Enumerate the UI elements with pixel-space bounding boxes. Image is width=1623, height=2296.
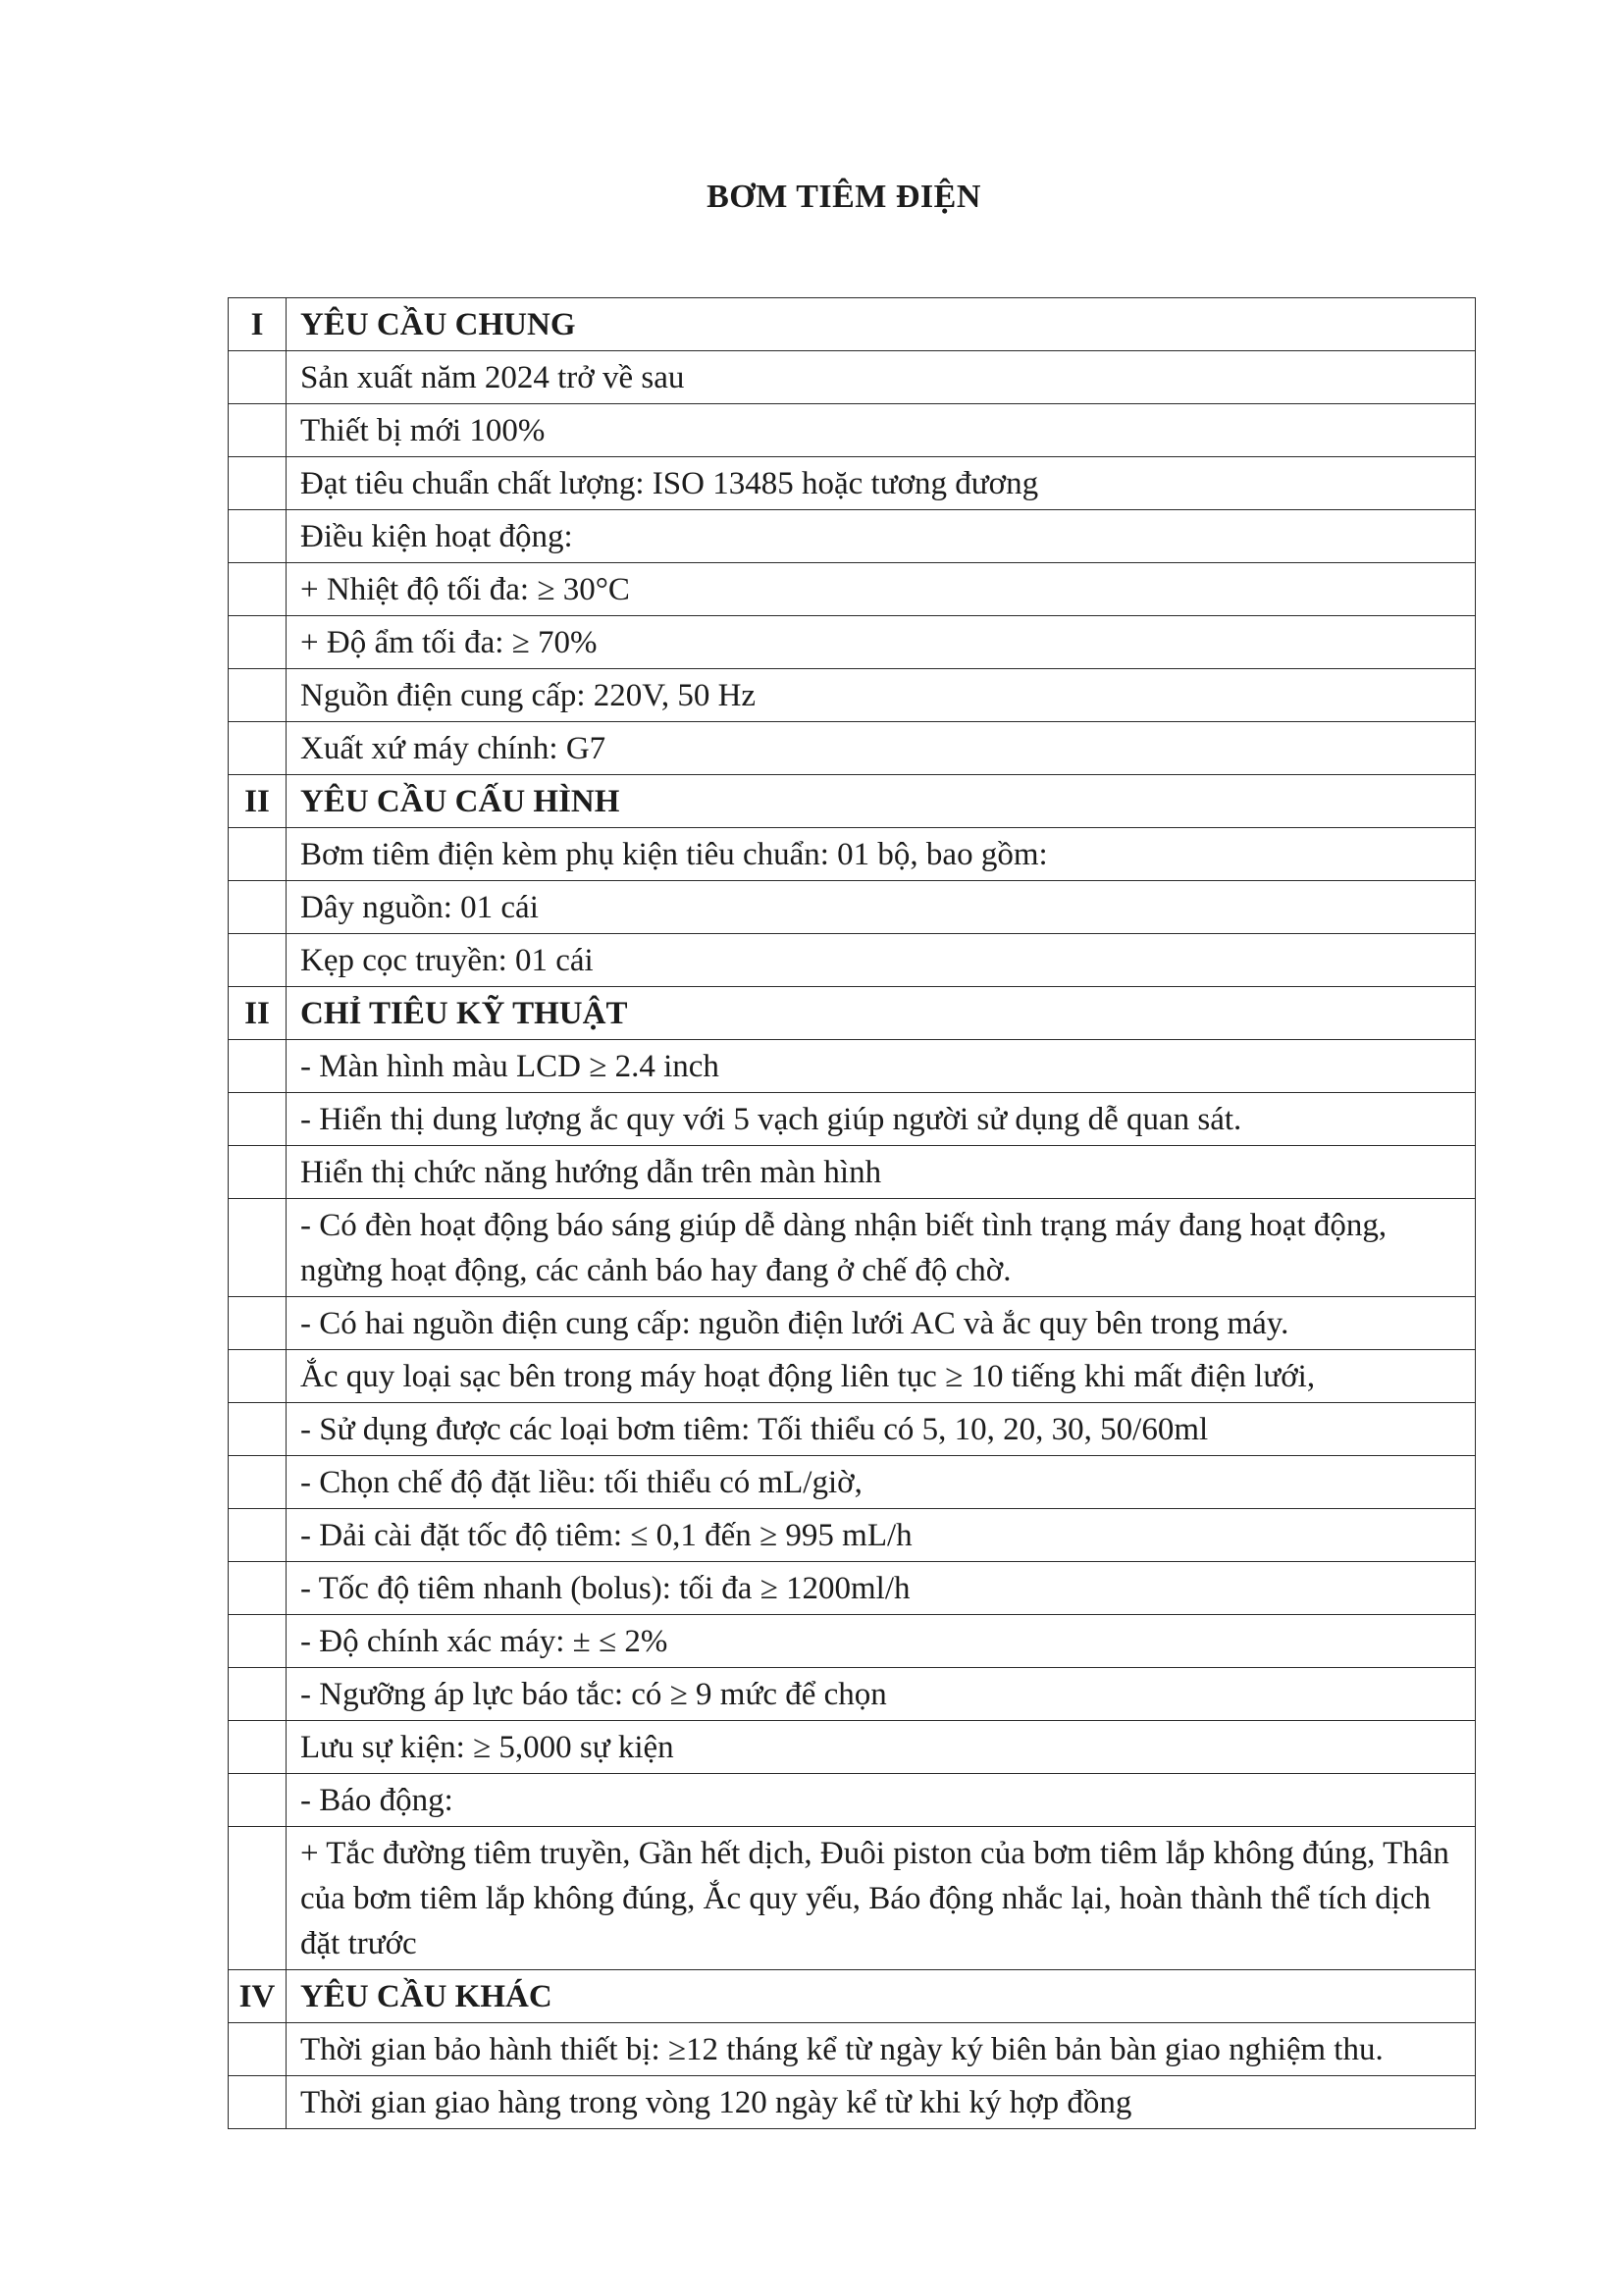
- spec-text-cell: - Dải cài đặt tốc độ tiêm: ≤ 0,1 đến ≥ 995 mL/h: [287, 1509, 1476, 1562]
- specification-table: [228, 297, 1476, 2129]
- spec-row: [229, 2076, 1476, 2129]
- section-header-row: [229, 987, 1476, 1040]
- empty-number-cell: [229, 1093, 287, 1146]
- spec-row: [229, 1562, 1476, 1615]
- section-heading: YÊU CẦU KHÁC: [287, 1970, 1476, 2023]
- spec-row: [229, 1774, 1476, 1827]
- empty-number-cell: [229, 2023, 287, 2076]
- empty-number-cell: [229, 1456, 287, 1509]
- empty-number-cell: [229, 457, 287, 510]
- spec-row: [229, 1509, 1476, 1562]
- empty-number-cell: [229, 1297, 287, 1350]
- empty-number-cell: [229, 1403, 287, 1456]
- document-title: BƠM TIÊM ĐIỆN: [707, 179, 981, 215]
- spec-row: [229, 563, 1476, 616]
- spec-text-cell: + Nhiệt độ tối đa: ≥ 30°C: [287, 563, 1476, 616]
- spec-row: [229, 1350, 1476, 1403]
- spec-row: [229, 1721, 1476, 1774]
- spec-row: [229, 1199, 1476, 1297]
- empty-number-cell: [229, 1827, 287, 1970]
- section-header-row: [229, 775, 1476, 828]
- spec-text-cell: Lưu sự kiện: ≥ 5,000 sự kiện: [287, 1721, 1476, 1774]
- spec-text-cell: Hiển thị chức năng hướng dẫn trên màn hình: [287, 1146, 1476, 1199]
- empty-number-cell: [229, 828, 287, 881]
- spec-row: [229, 2023, 1476, 2076]
- empty-number-cell: [229, 669, 287, 722]
- empty-number-cell: [229, 351, 287, 404]
- section-number: IV: [229, 1970, 287, 2023]
- spec-row: [229, 616, 1476, 669]
- empty-number-cell: [229, 1199, 287, 1297]
- spec-row: [229, 1040, 1476, 1093]
- spec-text-cell: Kẹp cọc truyền: 01 cái: [287, 934, 1476, 987]
- spec-text-cell: - Tốc độ tiêm nhanh (bolus): tối đa ≥ 1200ml/h: [287, 1562, 1476, 1615]
- specification-table-body: [229, 298, 1476, 2129]
- spec-text-cell: - Báo động:: [287, 1774, 1476, 1827]
- spec-text-cell: Thời gian bảo hành thiết bị: ≥12 tháng kể từ ngày ký biên bản bàn giao nghiệm thu.: [287, 2023, 1476, 2076]
- spec-text-cell: - Có đèn hoạt động báo sáng giúp dễ dàng nhận biết tình trạng máy đang hoạt động, ngừng hoạt động, các cảnh báo hay đang ở chế độ chờ.: [287, 1199, 1476, 1297]
- spec-row: [229, 722, 1476, 775]
- spec-text-cell: - Hiển thị dung lượng ắc quy với 5 vạch giúp người sử dụng dễ quan sát.: [287, 1093, 1476, 1146]
- spec-row: [229, 1297, 1476, 1350]
- spec-text-cell: Dây nguồn: 01 cái: [287, 881, 1476, 934]
- spec-text-cell: Thời gian giao hàng trong vòng 120 ngày kể từ khi ký hợp đồng: [287, 2076, 1476, 2129]
- spec-text-cell: Thiết bị mới 100%: [287, 404, 1476, 457]
- empty-number-cell: [229, 1615, 287, 1668]
- empty-number-cell: [229, 1668, 287, 1721]
- spec-text-cell: - Ngưỡng áp lực báo tắc: có ≥ 9 mức để chọn: [287, 1668, 1476, 1721]
- spec-row: [229, 404, 1476, 457]
- spec-text-cell: - Có hai nguồn điện cung cấp: nguồn điện lưới AC và ắc quy bên trong máy.: [287, 1297, 1476, 1350]
- spec-text-cell: + Tắc đường tiêm truyền, Gần hết dịch, Đuôi piston của bơm tiêm lắp không đúng, Thân của bơm tiêm lắp không đúng, Ắc quy yếu, Báo động nhắc lại, hoàn thành thể tích dịch đặt trước: [287, 1827, 1476, 1970]
- spec-text-cell: Sản xuất năm 2024 trở về sau: [287, 351, 1476, 404]
- spec-row: [229, 457, 1476, 510]
- empty-number-cell: [229, 881, 287, 934]
- empty-number-cell: [229, 1721, 287, 1774]
- spec-row: [229, 1403, 1476, 1456]
- spec-text-cell: Đạt tiêu chuẩn chất lượng: ISO 13485 hoặc tương đương: [287, 457, 1476, 510]
- section-heading: YÊU CẦU CẤU HÌNH: [287, 775, 1476, 828]
- empty-number-cell: [229, 2076, 287, 2129]
- empty-number-cell: [229, 1040, 287, 1093]
- empty-number-cell: [229, 510, 287, 563]
- spec-row: [229, 1615, 1476, 1668]
- empty-number-cell: [229, 1562, 287, 1615]
- empty-number-cell: [229, 616, 287, 669]
- empty-number-cell: [229, 1350, 287, 1403]
- spec-row: [229, 1146, 1476, 1199]
- spec-text-cell: Nguồn điện cung cấp: 220V, 50 Hz: [287, 669, 1476, 722]
- section-number: II: [229, 775, 287, 828]
- spec-text-cell: - Chọn chế độ đặt liều: tối thiểu có mL/giờ,: [287, 1456, 1476, 1509]
- section-header-row: [229, 1970, 1476, 2023]
- empty-number-cell: [229, 404, 287, 457]
- spec-text-cell: - Màn hình màu LCD ≥ 2.4 inch: [287, 1040, 1476, 1093]
- spec-text-cell: Điều kiện hoạt động:: [287, 510, 1476, 563]
- empty-number-cell: [229, 934, 287, 987]
- spec-text-cell: Xuất xứ máy chính: G7: [287, 722, 1476, 775]
- spec-row: [229, 1827, 1476, 1970]
- empty-number-cell: [229, 1774, 287, 1827]
- empty-number-cell: [229, 1146, 287, 1199]
- spec-row: [229, 828, 1476, 881]
- spec-row: [229, 1093, 1476, 1146]
- spec-text-cell: - Độ chính xác máy: ± ≤ 2%: [287, 1615, 1476, 1668]
- spec-row: [229, 510, 1476, 563]
- spec-row: [229, 351, 1476, 404]
- spec-row: [229, 881, 1476, 934]
- spec-row: [229, 1668, 1476, 1721]
- section-heading: YÊU CẦU CHUNG: [287, 298, 1476, 351]
- empty-number-cell: [229, 722, 287, 775]
- spec-text-cell: Bơm tiêm điện kèm phụ kiện tiêu chuẩn: 01 bộ, bao gồm:: [287, 828, 1476, 881]
- spec-text-cell: - Sử dụng được các loại bơm tiêm: Tối thiểu có 5, 10, 20, 30, 50/60ml: [287, 1403, 1476, 1456]
- spec-text-cell: Ắc quy loại sạc bên trong máy hoạt động liên tục ≥ 10 tiếng khi mất điện lưới,: [287, 1350, 1476, 1403]
- section-number: II: [229, 987, 287, 1040]
- section-number: I: [229, 298, 287, 351]
- spec-row: [229, 934, 1476, 987]
- spec-text-cell: + Độ ẩm tối đa: ≥ 70%: [287, 616, 1476, 669]
- empty-number-cell: [229, 1509, 287, 1562]
- spec-row: [229, 1456, 1476, 1509]
- empty-number-cell: [229, 563, 287, 616]
- section-heading: CHỈ TIÊU KỸ THUẬT: [287, 987, 1476, 1040]
- spec-row: [229, 669, 1476, 722]
- section-header-row: [229, 298, 1476, 351]
